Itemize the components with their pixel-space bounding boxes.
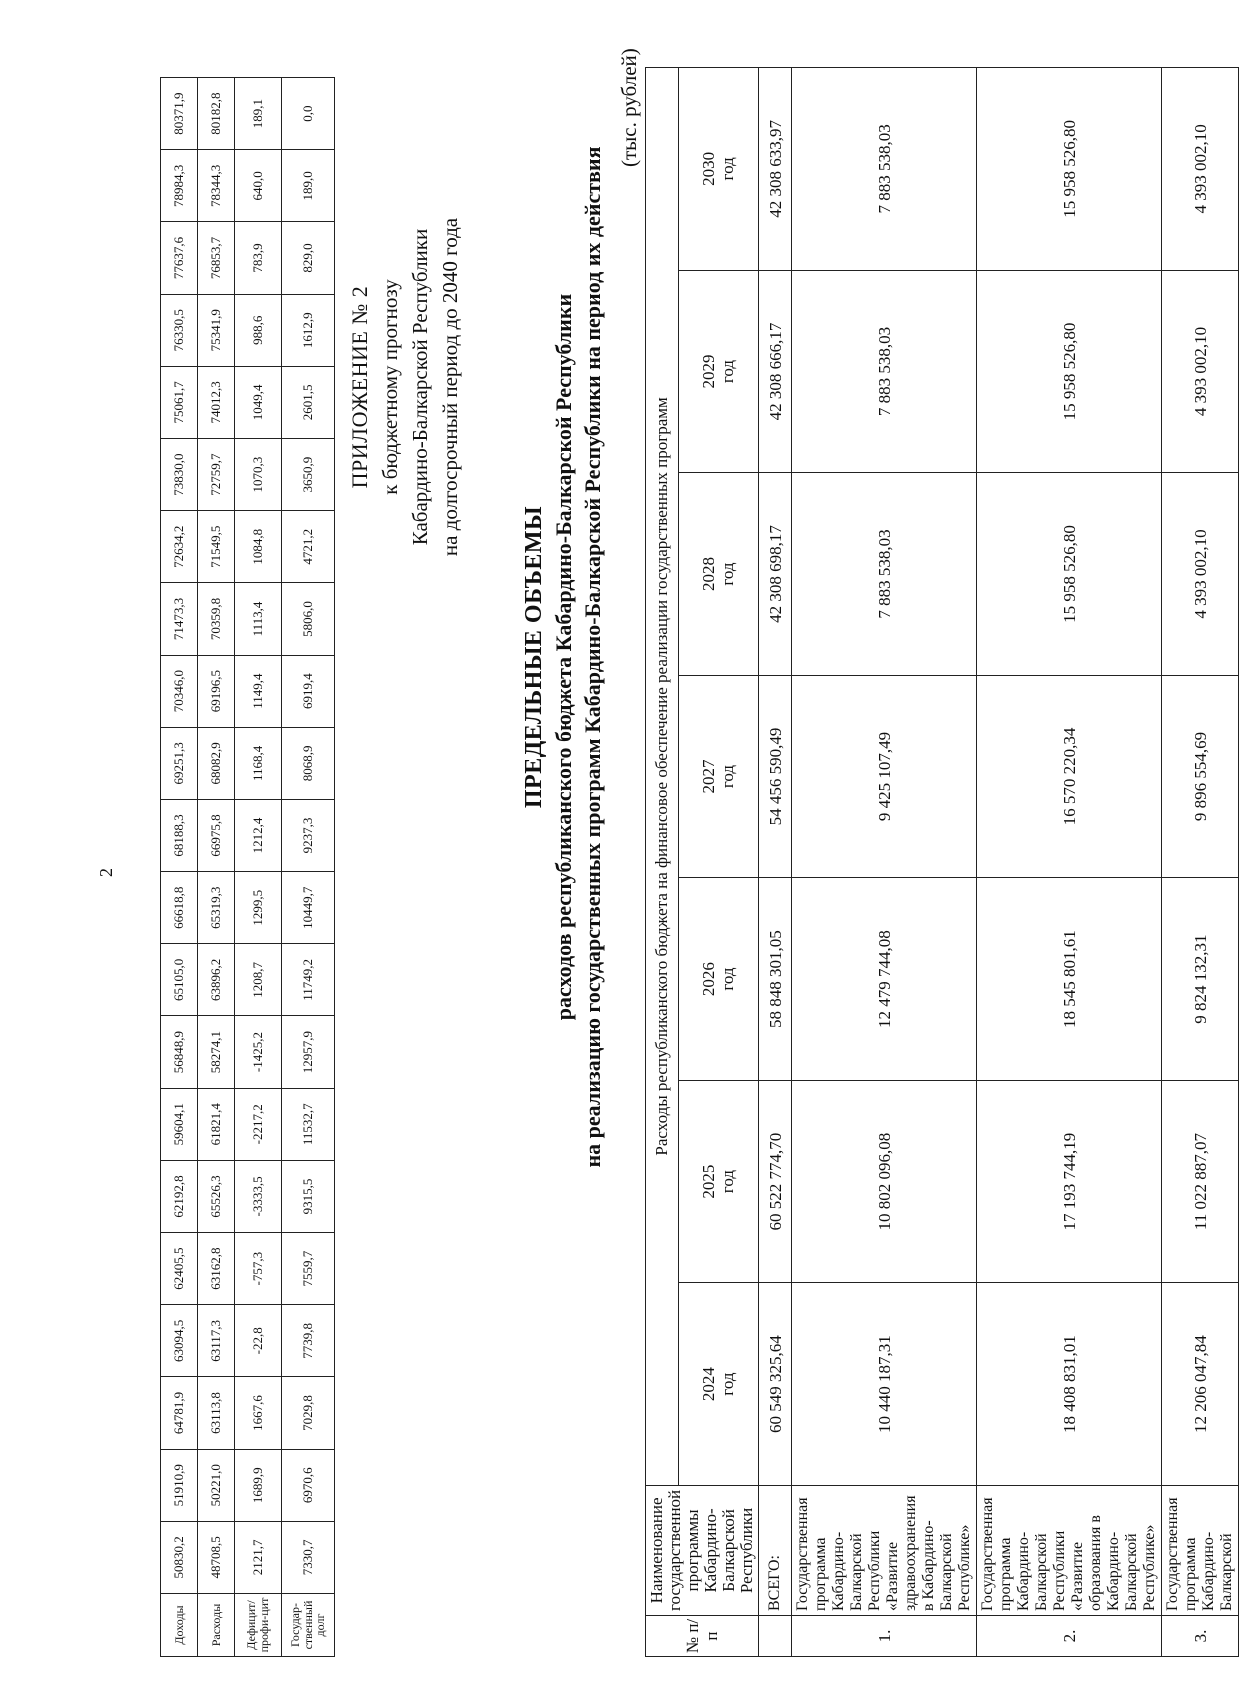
program-no: 2. bbox=[977, 1616, 1162, 1657]
program-value: 15 958 526,80 bbox=[977, 270, 1162, 473]
units-label: (тыс. рублей) bbox=[617, 48, 641, 167]
summary-cell: 189,1 bbox=[235, 78, 282, 150]
program-name: Государственная программа Кабардино-Балкарской Республики «Развитие образования в Кабардино-Балкарской Республике» bbox=[977, 1485, 1162, 1615]
summary-cell: 77637,6 bbox=[161, 222, 198, 294]
summary-cell: 62192,8 bbox=[161, 1160, 198, 1232]
summary-cell: 9237,3 bbox=[282, 799, 335, 871]
summary-row-header: Расходы bbox=[198, 1594, 235, 1657]
summary-cell: 11749,2 bbox=[282, 944, 335, 1016]
program-value: 12 479 744,08 bbox=[792, 878, 977, 1081]
col-header-year bbox=[678, 1080, 758, 1283]
heading-line1: ПРЕДЕЛЬНЫЕ ОБЪЕМЫ bbox=[521, 505, 547, 809]
summary-cell: -3333,5 bbox=[235, 1160, 282, 1232]
summary-cell: 829,0 bbox=[282, 222, 335, 294]
summary-cell: 2121,7 bbox=[235, 1521, 282, 1593]
summary-cell: 69196,5 bbox=[198, 655, 235, 727]
summary-row bbox=[198, 78, 235, 1657]
summary-cell: 61821,4 bbox=[198, 1088, 235, 1160]
summary-cell: 65526,3 bbox=[198, 1160, 235, 1232]
total-label: ВСЕГО: bbox=[759, 1485, 792, 1615]
summary-cell: 76330,5 bbox=[161, 294, 198, 366]
summary-cell: 50221,0 bbox=[198, 1449, 235, 1521]
program-value: 16 570 220,34 bbox=[977, 675, 1162, 878]
summary-cell: 63094,5 bbox=[161, 1305, 198, 1377]
program-value: 18 408 831,01 bbox=[977, 1283, 1162, 1486]
summary-cell: 59604,1 bbox=[161, 1088, 198, 1160]
summary-cell: 72634,2 bbox=[161, 511, 198, 583]
summary-cell: 66618,8 bbox=[161, 872, 198, 944]
table-row bbox=[977, 68, 1162, 1657]
summary-cell: 51910,9 bbox=[161, 1449, 198, 1521]
year-unit: год bbox=[718, 1372, 738, 1396]
summary-cell: 78984,3 bbox=[161, 150, 198, 222]
total-value: 60 549 325,64 bbox=[759, 1283, 792, 1486]
program-value: 4 393 002,10 bbox=[1162, 68, 1239, 271]
year-label: 2030 bbox=[699, 151, 719, 186]
summary-cell: 0,0 bbox=[282, 78, 335, 150]
heading-line3: на реализацию государственных программ Кабардино-Балкарской Республики на период их действия bbox=[580, 146, 605, 1168]
year-unit: год bbox=[718, 967, 738, 991]
summary-cell: 1689,9 bbox=[235, 1449, 282, 1521]
summary-cell: 76853,7 bbox=[198, 222, 235, 294]
summary-cell: 7330,7 bbox=[282, 1521, 335, 1593]
summary-row-header: Государ-ственный долг bbox=[282, 1594, 335, 1657]
program-value: 17 193 744,19 bbox=[977, 1080, 1162, 1283]
total-no bbox=[759, 1616, 792, 1657]
page-number: 2 bbox=[96, 868, 116, 877]
appendix-line1: к бюджетному прогнозу bbox=[378, 279, 402, 495]
total-value: 42 308 698,17 bbox=[759, 473, 792, 676]
col-header-year bbox=[678, 270, 758, 473]
total-value: 42 308 633,97 bbox=[759, 68, 792, 271]
main-heading bbox=[520, 57, 607, 1257]
summary-cell: 68082,9 bbox=[198, 727, 235, 799]
year-label: 2025 bbox=[699, 1164, 719, 1199]
summary-cell: 56848,9 bbox=[161, 1016, 198, 1088]
summary-cell: 11532,7 bbox=[282, 1088, 335, 1160]
summary-cell: 69251,3 bbox=[161, 727, 198, 799]
total-value: 42 308 666,17 bbox=[759, 270, 792, 473]
summary-cell: 1049,4 bbox=[235, 366, 282, 438]
appendix-line2: Кабардино-Балкарской Республики bbox=[408, 228, 432, 546]
summary-cell: 8068,9 bbox=[282, 727, 335, 799]
summary-cell: 1212,4 bbox=[235, 799, 282, 871]
program-value: 9 896 554,69 bbox=[1162, 675, 1239, 878]
summary-cell: 7029,8 bbox=[282, 1377, 335, 1449]
summary-cell: 988,6 bbox=[235, 294, 282, 366]
appendix-block bbox=[345, 107, 465, 667]
summary-cell: 74012,3 bbox=[198, 366, 235, 438]
summary-row bbox=[235, 78, 282, 1657]
main-table bbox=[645, 67, 1239, 1657]
summary-cell: 1168,4 bbox=[235, 727, 282, 799]
summary-cell: 1612,9 bbox=[282, 294, 335, 366]
program-value: 7 883 538,03 bbox=[792, 473, 977, 676]
program-value: 15 958 526,80 bbox=[977, 68, 1162, 271]
summary-cell: 58274,1 bbox=[198, 1016, 235, 1088]
program-value: 4 393 002,10 bbox=[1162, 270, 1239, 473]
summary-cell: 63117,3 bbox=[198, 1305, 235, 1377]
summary-cell: 68188,3 bbox=[161, 799, 198, 871]
summary-cell: 71473,3 bbox=[161, 583, 198, 655]
summary-cell: 783,9 bbox=[235, 222, 282, 294]
summary-cell: 62405,5 bbox=[161, 1233, 198, 1305]
summary-cell: 48708,5 bbox=[198, 1521, 235, 1593]
summary-table bbox=[160, 77, 335, 1657]
year-label: 2027 bbox=[699, 759, 719, 794]
summary-cell: -1425,2 bbox=[235, 1016, 282, 1088]
summary-cell: 73830,0 bbox=[161, 439, 198, 511]
year-label: 2029 bbox=[699, 354, 719, 389]
summary-cell: 5806,0 bbox=[282, 583, 335, 655]
total-value: 60 522 774,70 bbox=[759, 1080, 792, 1283]
summary-cell: 50830,2 bbox=[161, 1521, 198, 1593]
heading-line2: расходов республиканского бюджета Кабардино-Балкарской Республики bbox=[551, 293, 576, 1021]
col-header-year bbox=[678, 473, 758, 676]
summary-cell: 63162,8 bbox=[198, 1233, 235, 1305]
appendix-title: ПРИЛОЖЕНИЕ № 2 bbox=[347, 285, 372, 489]
year-unit: год bbox=[718, 562, 738, 586]
summary-cell: -2217,2 bbox=[235, 1088, 282, 1160]
summary-cell: 1084,8 bbox=[235, 511, 282, 583]
program-value: 18 545 801,61 bbox=[977, 878, 1162, 1081]
year-unit: год bbox=[718, 1169, 738, 1194]
year-label: 2028 bbox=[699, 557, 719, 592]
program-value: 4 393 002,10 bbox=[1162, 473, 1239, 676]
summary-cell: 80371,9 bbox=[161, 78, 198, 150]
summary-cell: 75341,9 bbox=[198, 294, 235, 366]
summary-cell: 7739,8 bbox=[282, 1305, 335, 1377]
summary-row bbox=[282, 78, 335, 1657]
summary-row-header: Дефицит/ профи-цит bbox=[235, 1594, 282, 1657]
summary-cell: 65319,3 bbox=[198, 872, 235, 944]
col-header-year bbox=[678, 675, 758, 878]
col-header-year bbox=[678, 1283, 758, 1486]
year-unit: год bbox=[718, 157, 738, 181]
year-label: 2026 bbox=[699, 962, 719, 997]
summary-row bbox=[161, 78, 198, 1657]
summary-cell: 4721,2 bbox=[282, 511, 335, 583]
summary-cell: 71549,5 bbox=[198, 511, 235, 583]
summary-cell: 80182,8 bbox=[198, 78, 235, 150]
program-value: 7 883 538,03 bbox=[792, 68, 977, 271]
summary-cell: 6919,4 bbox=[282, 655, 335, 727]
summary-cell: 7559,7 bbox=[282, 1233, 335, 1305]
summary-cell: 75061,7 bbox=[161, 366, 198, 438]
summary-cell: 9315,5 bbox=[282, 1160, 335, 1232]
summary-cell: 1070,3 bbox=[235, 439, 282, 511]
summary-cell: 78344,3 bbox=[198, 150, 235, 222]
summary-cell: 63896,2 bbox=[198, 944, 235, 1016]
year-label: 2024 bbox=[699, 1367, 719, 1402]
summary-cell: 72759,7 bbox=[198, 439, 235, 511]
program-value: 9 425 107,49 bbox=[792, 675, 977, 878]
summary-cell: -757,3 bbox=[235, 1233, 282, 1305]
program-value: 11 022 887,07 bbox=[1162, 1080, 1239, 1283]
summary-cell: 66975,8 bbox=[198, 799, 235, 871]
summary-cell: 1149,4 bbox=[235, 655, 282, 727]
program-name: Государственная программа Кабардино-Балкарской bbox=[1162, 1485, 1239, 1615]
summary-cell: 1208,7 bbox=[235, 944, 282, 1016]
summary-cell: 1667,6 bbox=[235, 1377, 282, 1449]
program-no: 1. bbox=[792, 1616, 977, 1657]
col-header-no: № п/п bbox=[646, 1616, 759, 1657]
summary-cell: 65105,0 bbox=[161, 944, 198, 1016]
summary-cell: 64781,9 bbox=[161, 1377, 198, 1449]
summary-cell: -22,8 bbox=[235, 1305, 282, 1377]
summary-cell: 2601,5 bbox=[282, 366, 335, 438]
summary-cell: 1113,4 bbox=[235, 583, 282, 655]
table-row bbox=[1162, 68, 1239, 1657]
program-value: 10 802 096,08 bbox=[792, 1080, 977, 1283]
program-value: 12 206 047,84 bbox=[1162, 1283, 1239, 1486]
summary-cell: 12957,9 bbox=[282, 1016, 335, 1088]
total-value: 54 456 590,49 bbox=[759, 675, 792, 878]
summary-cell: 70346,0 bbox=[161, 655, 198, 727]
summary-cell: 70359,8 bbox=[198, 583, 235, 655]
summary-cell: 3650,9 bbox=[282, 439, 335, 511]
col-header-year bbox=[678, 68, 758, 271]
program-name: Государственная программа Кабардино-Балкарской Республики «Развитие здравоохранения в Кабардино-Балкарской Республике» bbox=[792, 1485, 977, 1615]
appendix-line3: на долгосрочный период до 2040 года bbox=[438, 217, 462, 557]
summary-cell: 63113,8 bbox=[198, 1377, 235, 1449]
col-header-year bbox=[678, 878, 758, 1081]
summary-cell: 189,0 bbox=[282, 150, 335, 222]
table-row bbox=[792, 68, 977, 1657]
program-no: 3. bbox=[1162, 1616, 1239, 1657]
summary-cell: 10449,7 bbox=[282, 872, 335, 944]
summary-cell: 1299,5 bbox=[235, 872, 282, 944]
program-value: 10 440 187,31 bbox=[792, 1283, 977, 1486]
program-value: 7 883 538,03 bbox=[792, 270, 977, 473]
summary-row-header: Доходы bbox=[161, 1594, 198, 1657]
summary-cell: 6970,6 bbox=[282, 1449, 335, 1521]
col-header-group: Расходы республиканского бюджета на финансовое обеспечение реализации государственных программ bbox=[646, 68, 679, 1486]
year-unit: год bbox=[718, 359, 738, 384]
year-unit: год bbox=[718, 764, 738, 789]
col-header-name: Наименование государственной программы Кабардино-Балкарской Республики bbox=[646, 1485, 759, 1615]
program-value: 15 958 526,80 bbox=[977, 473, 1162, 676]
summary-cell: 640,0 bbox=[235, 150, 282, 222]
total-value: 58 848 301,05 bbox=[759, 878, 792, 1081]
program-value: 9 824 132,31 bbox=[1162, 878, 1239, 1081]
